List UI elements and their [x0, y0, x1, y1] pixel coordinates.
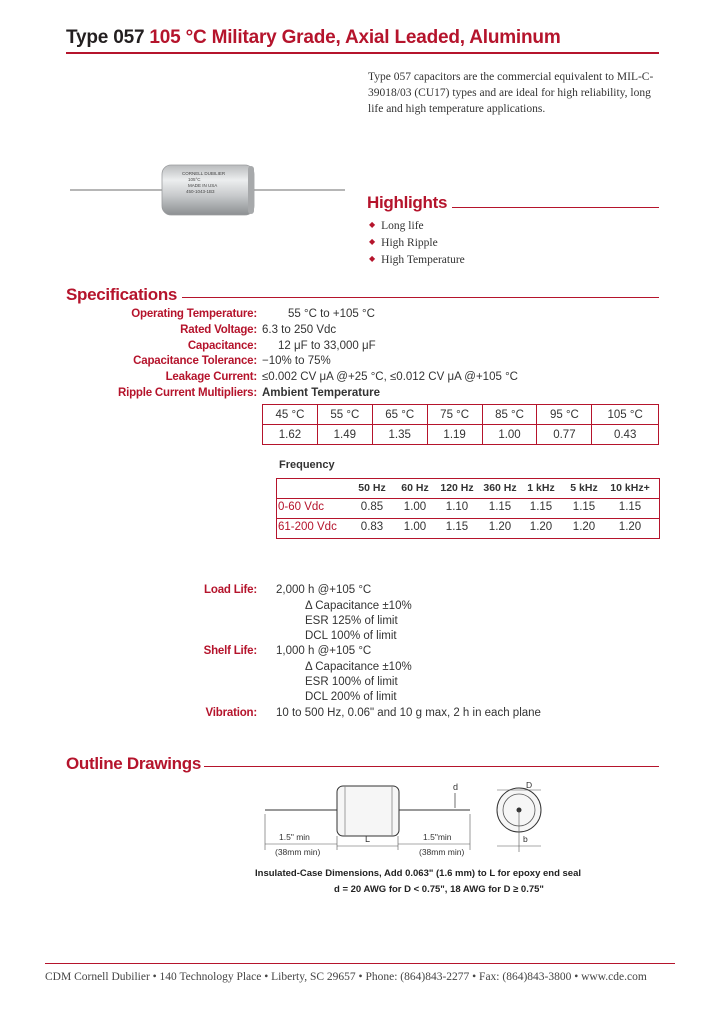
title-description: 105 °C Military Grade, Axial Leaded, Aluminum — [149, 27, 561, 48]
highlight-text: High Temperature — [381, 254, 465, 266]
load-life-line: Δ Capacitance ±10% — [305, 600, 412, 612]
shelf-life-line: ESR 100% of limit — [305, 676, 398, 688]
table-header-cell: 95 °C — [537, 405, 592, 425]
capacitor-outline-body — [337, 786, 399, 836]
table-header-cell: 85 °C — [482, 405, 537, 425]
left-lead-dimension: 1.5" min — [279, 832, 310, 842]
table-rule — [276, 478, 660, 479]
highlights-title: Highlights — [367, 193, 448, 212]
list-item — [369, 252, 465, 269]
right-lead-dimension-mm: (38mm min) — [419, 847, 465, 857]
table-header-cell: 55 °C — [317, 405, 372, 425]
table-cell: 0.43 — [592, 425, 659, 445]
list-item — [369, 218, 465, 235]
table-cell: 1.00 — [403, 521, 427, 533]
table-cell: 0.85 — [360, 501, 384, 513]
highlight-text: High Ripple — [381, 237, 438, 249]
intro-paragraph: Type 057 capacitors are the commercial equivalent to MIL-C-39018/03 (CU17) types and are ideal for high reliability, long life and high temperature applications. — [368, 71, 654, 115]
ambient-temperature-table — [262, 404, 659, 445]
shelf-life-line: 1,000 h @+105 °C — [276, 645, 372, 657]
diameter-label: D — [526, 780, 533, 790]
capacitor-marking-3: MADE IN USA — [188, 183, 218, 188]
table-rule — [276, 518, 660, 519]
table-cell: 1.15 — [488, 501, 512, 513]
table-header-cell: 75 °C — [427, 405, 482, 425]
load-life-line: DCL 100% of limit — [305, 630, 397, 642]
frequency-header: 120 Hz — [440, 482, 474, 494]
table-header-cell: 65 °C — [372, 405, 427, 425]
table-rule — [276, 498, 660, 499]
table-cell: 1.19 — [427, 425, 482, 445]
table-rule — [276, 538, 660, 539]
table-header-cell: 105 °C — [592, 405, 659, 425]
load-life-line: ESR 125% of limit — [305, 615, 398, 627]
frequency-label: Frequency — [279, 459, 335, 471]
spec-value: −10% to 75% — [262, 355, 331, 367]
specifications-rule — [182, 297, 659, 298]
table-cell: 0.77 — [537, 425, 592, 445]
table-cell: 1.62 — [263, 425, 318, 445]
diamond-bullet-icon: ◆ — [369, 220, 376, 229]
table-cell: 1.35 — [372, 425, 427, 445]
table-cell: 1.20 — [572, 521, 596, 533]
end-dimension-label: b — [523, 834, 528, 844]
frequency-header: 60 Hz — [401, 482, 429, 494]
load-life-line: 2,000 h @+105 °C — [276, 584, 372, 596]
spec-value: 6.3 to 250 Vdc — [262, 324, 337, 336]
table-cell: 1.10 — [445, 501, 469, 513]
footer-rule — [45, 963, 675, 964]
table-cell: 1.20 — [618, 521, 642, 533]
shelf-life-line: Δ Capacitance ±10% — [305, 661, 412, 673]
capacitor-marking-4: 450-1043-1B3 — [186, 189, 215, 194]
outline-drawing — [255, 780, 555, 860]
table-row — [263, 405, 659, 425]
spec-label: Capacitance Tolerance: — [133, 355, 257, 367]
capacitor-end-cap — [248, 166, 254, 214]
table-cell: 1.20 — [529, 521, 553, 533]
spec-value: ≤0.002 CV μA @+25 °C, ≤0.012 CV μA @+105 °C — [262, 371, 518, 383]
title-rule — [66, 52, 659, 54]
table-rule — [276, 478, 277, 539]
left-lead-dimension-mm: (38mm min) — [275, 847, 321, 857]
page-title — [66, 27, 561, 49]
table-cell: 1.00 — [482, 425, 537, 445]
right-lead-dimension: 1.5"min — [423, 832, 452, 842]
frequency-table — [276, 478, 660, 539]
type-label: Type 057 — [66, 27, 145, 48]
frequency-header: 10 kHz+ — [610, 482, 650, 494]
outline-drawings-rule — [204, 766, 659, 767]
frequency-header: 5 kHz — [570, 482, 598, 494]
diamond-bullet-icon: ◆ — [369, 254, 376, 263]
capacitor-marking-2: 105°C — [188, 177, 201, 182]
highlights-list — [369, 218, 465, 269]
spec-label: Leakage Current: — [165, 371, 257, 383]
footer-contact: CDM Cornell Dubilier • 140 Technology Place • Liberty, SC 29657 • Phone: (864)843-2277 • Fax: (864)843-3800 • www.cde.com — [45, 971, 647, 983]
outline-drawings-title: Outline Drawings — [66, 754, 201, 773]
diamond-bullet-icon: ◆ — [369, 237, 376, 246]
table-row — [263, 425, 659, 445]
lead-diameter-label: d — [453, 782, 459, 792]
insulated-case-note: Insulated-Case Dimensions, Add 0.063" (1.6 mm) to L for epoxy end seal — [255, 868, 582, 879]
table-cell: 1.15 — [572, 501, 596, 513]
table-cell: 1.15 — [445, 521, 469, 533]
frequency-header: 360 Hz — [483, 482, 517, 494]
table-cell: 1.15 — [529, 501, 553, 513]
voltage-range-label: 61-200 Vdc — [278, 521, 337, 533]
table-cell: 1.49 — [317, 425, 372, 445]
list-item — [369, 235, 465, 252]
table-cell: 1.15 — [618, 501, 642, 513]
capacitor-marking-1: CORNELL DUBILIER — [182, 171, 226, 176]
body-length-label: L — [365, 834, 371, 844]
vibration-label: Vibration: — [205, 707, 257, 719]
spec-value: 12 μF to 33,000 μF — [278, 340, 376, 352]
frequency-header: 50 Hz — [358, 482, 386, 494]
ambient-temperature-label: Ambient Temperature — [262, 387, 381, 399]
shelf-life-label: Shelf Life: — [203, 645, 257, 657]
table-cell: 1.00 — [403, 501, 427, 513]
spec-label: Rated Voltage: — [180, 324, 257, 336]
spec-label: Capacitance: — [187, 340, 257, 352]
spec-label: Operating Temperature: — [131, 308, 257, 320]
spec-label: Ripple Current Multipliers: — [118, 387, 257, 399]
table-header-cell: 45 °C — [263, 405, 318, 425]
highlights-rule — [452, 207, 659, 208]
highlight-text: Long life — [381, 220, 424, 232]
capacitor-photo — [70, 156, 345, 224]
spec-value: 55 °C to +105 °C — [288, 308, 375, 320]
table-cell: 1.20 — [488, 521, 512, 533]
specifications-title: Specifications — [66, 285, 178, 304]
lead-gauge-note: d = 20 AWG for D < 0.75", 18 AWG for D ≥ 0.75" — [334, 884, 544, 895]
shelf-life-line: DCL 200% of limit — [305, 691, 397, 703]
frequency-header: 1 kHz — [527, 482, 555, 494]
table-cell: 0.83 — [360, 521, 384, 533]
load-life-label: Load Life: — [204, 584, 257, 596]
vibration-value: 10 to 500 Hz, 0.06" and 10 g max, 2 h in each plane — [276, 707, 541, 719]
voltage-range-label: 0-60 Vdc — [278, 501, 325, 513]
